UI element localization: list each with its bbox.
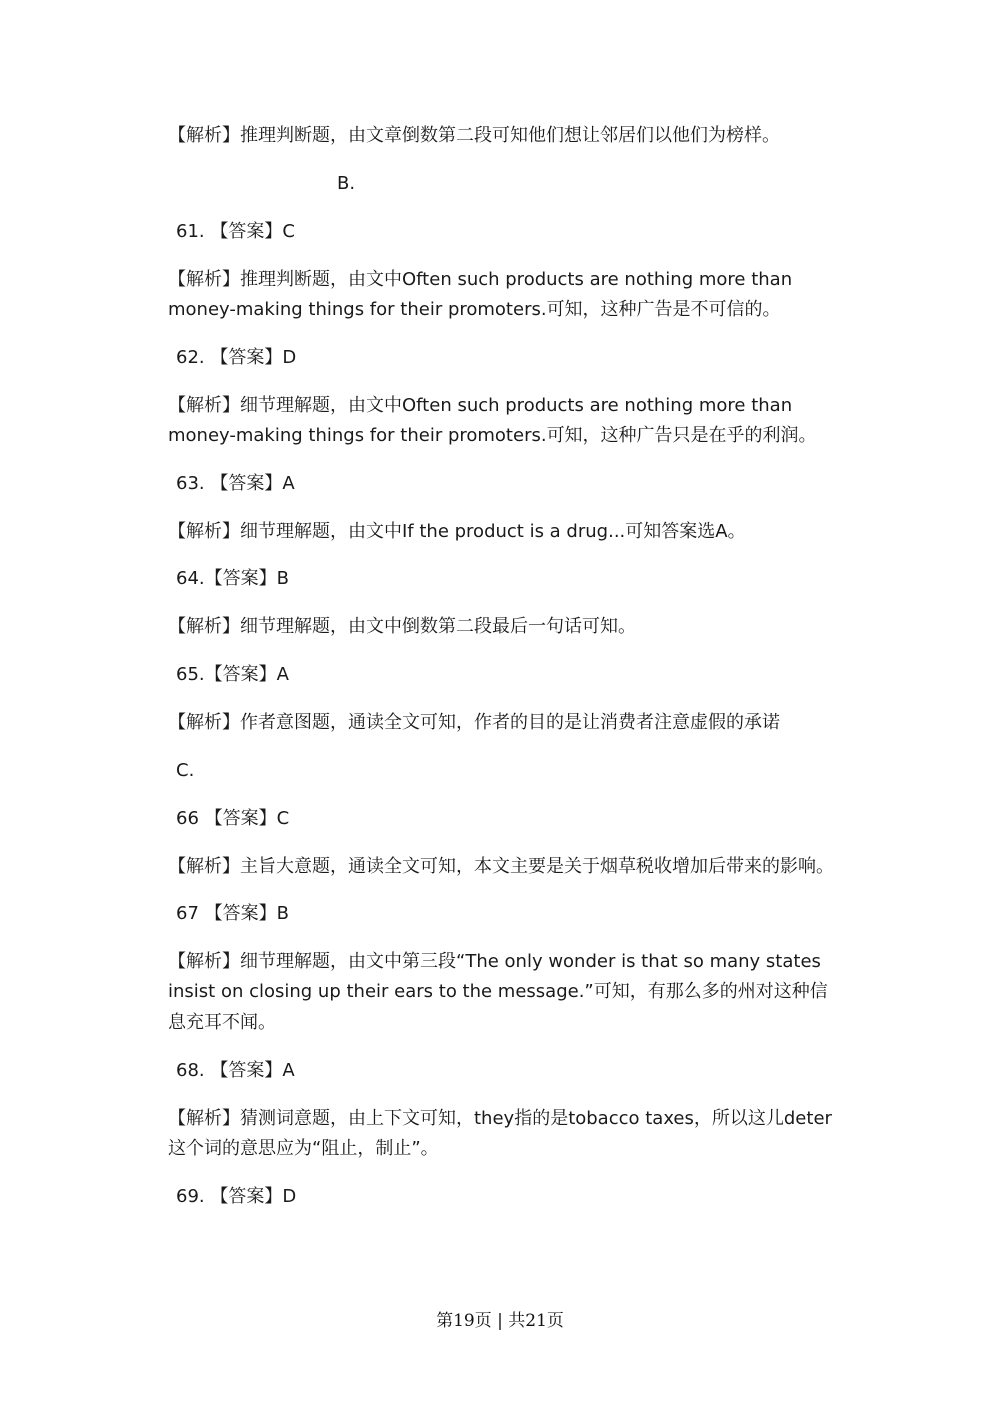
explanation-66: 【解析】主旨大意题，通读全文可知，本文主要是关于烟草税收增加后带来的影响。 bbox=[168, 856, 834, 877]
page-number-footer: 第19页 | 共21页 bbox=[436, 1311, 564, 1331]
explanation-62-line-2: money-making things for their promoters.可知，这种广告只是在乎的利润。 bbox=[168, 425, 817, 446]
answer-69: 69. 【答案】D bbox=[176, 1186, 297, 1207]
answer-64: 64.【答案】B bbox=[176, 568, 289, 589]
explanation-65: 【解析】作者意图题，通读全文可知，作者的目的是让消费者注意虚假的承诺 bbox=[168, 712, 780, 733]
explanation-60-line: 【解析】推理判断题，由文章倒数第二段可知他们想让邻居们以他们为榜样。 bbox=[168, 125, 780, 146]
explanation-67-line-2: insist on closing up their ears to the message.”可知，有那么多的州对这种信 bbox=[168, 981, 828, 1002]
answer-65: 65.【答案】A bbox=[176, 664, 289, 685]
explanation-64: 【解析】细节理解题，由文中倒数第二段最后一句话可知。 bbox=[168, 616, 636, 637]
explanation-67-line-3: 息充耳不闻。 bbox=[168, 1012, 276, 1033]
answer-67: 67 【答案】B bbox=[176, 903, 289, 924]
answer-66: 66 【答案】C bbox=[176, 808, 290, 829]
explanation-63: 【解析】细节理解题，由文中If the product is a drug...可知答案选A。 bbox=[168, 521, 746, 542]
explanation-68-line-2: 这个词的意思应为“阻止，制止”。 bbox=[168, 1138, 439, 1159]
explanation-61-line-2: money-making things for their promoters.可知，这种广告是不可信的。 bbox=[168, 299, 781, 320]
explanation-62-line-1: 【解析】细节理解题，由文中Often such products are nothing more than bbox=[168, 395, 793, 416]
answer-63: 63. 【答案】A bbox=[176, 473, 295, 494]
explanation-61-line-1: 【解析】推理判断题，由文中Often such products are nothing more than bbox=[168, 269, 793, 290]
section-label-c: C. bbox=[176, 760, 195, 781]
section-label-b: B. bbox=[337, 173, 356, 194]
answer-68: 68. 【答案】A bbox=[176, 1060, 295, 1081]
explanation-68-line-1: 【解析】猜测词意题，由上下文可知，they指的是tobacco taxes，所以这儿deter bbox=[168, 1108, 832, 1129]
explanation-67-line-1: 【解析】细节理解题，由文中第三段“The only wonder is that so many states bbox=[168, 951, 821, 972]
answer-62: 62. 【答案】D bbox=[176, 347, 297, 368]
answer-61: 61. 【答案】C bbox=[176, 221, 295, 242]
